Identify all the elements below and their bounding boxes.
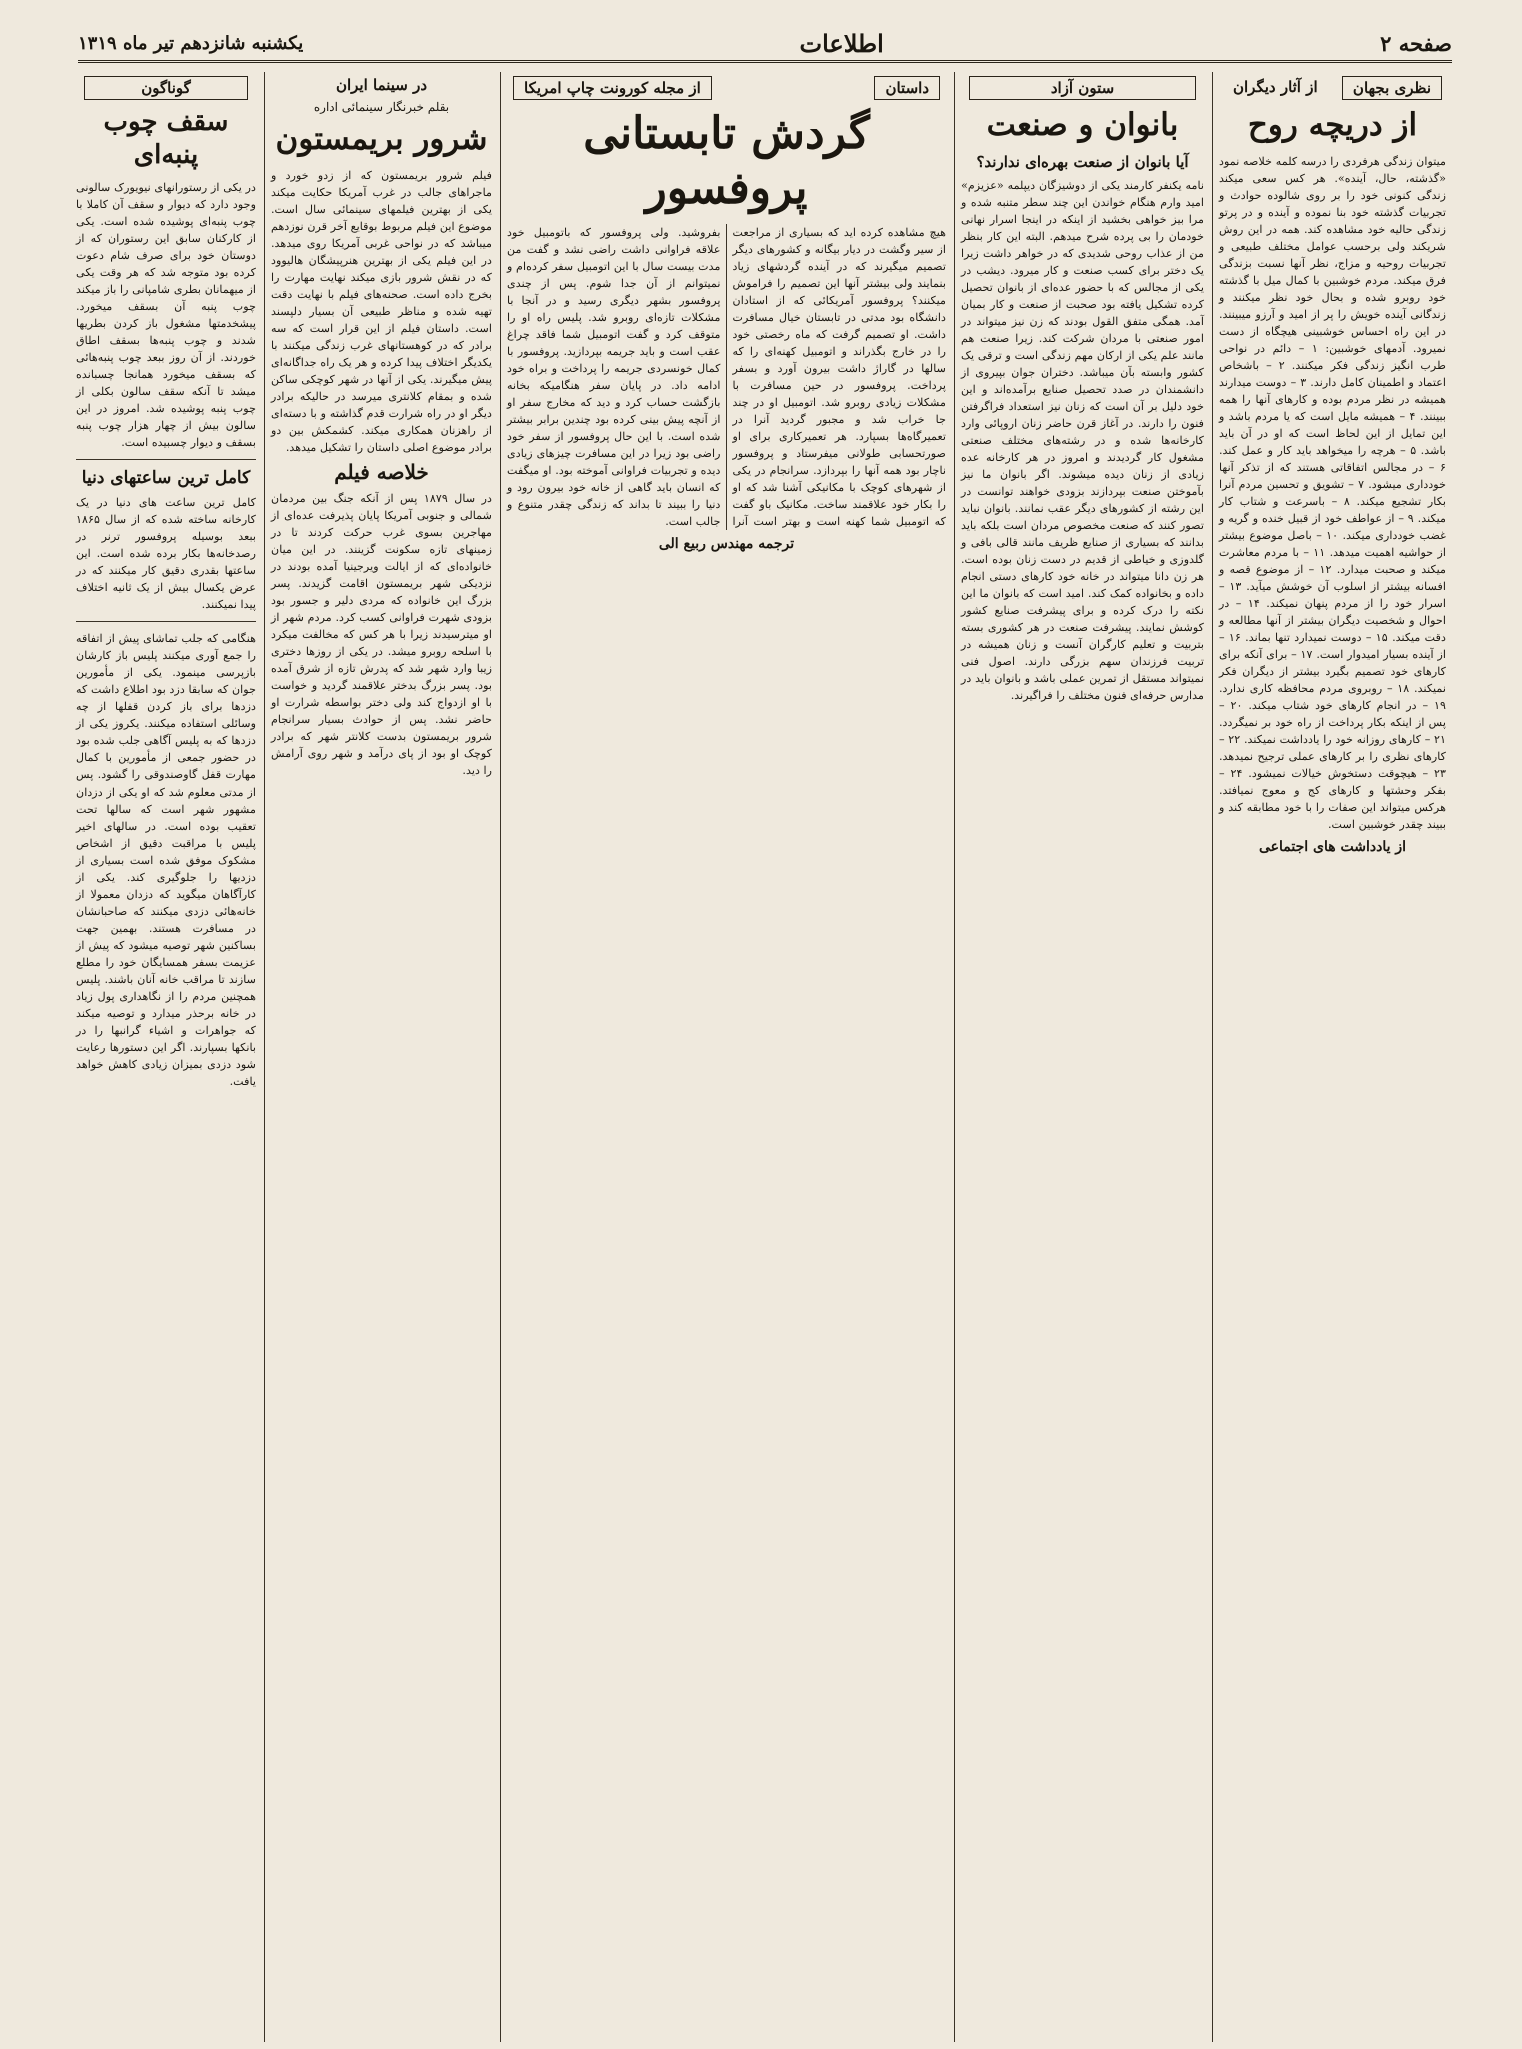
- police-story-body: هنگامی که جلب تماشای پیش از اتفاقه را جمع آوری میکنند پلیس باز کارشان بازپرسی مینمود. یکی از مأمورین جوان که سابقا دزد بود اطلاع داشت که دزدها برای باز کردن قفلها از چه وسائلی استفاده میکنند. یکروز یکی از دزدها که به پلیس آگاهی جلب شده بود در حضور جمعی از مأمورین با کمال مهارت قفل گاوصندوقی را گشود. پس از مدتی معلوم شد که او یکی از دزدان مشهور شهر است که سالها تحت تعقیب بوده است. در سالهای اخیر پلیس با مراقبت دقیق از اشخاص مشکوک موفق شده است بسیاری از دزدیها را جلوگیری کند. یکی از کارآگاهان میگوید که دزدان معمولا از خانه‌هائی دزدی میکنند که صاحبانشان در مسافرت هستند. بهمین جهت بساکنین شهر توصیه میشود که پیش از عزیمت بسفر همسایگان خود را مطلع سازند تا مراقب خانه آنان باشند. پلیس همچنین مردم را از نگاهداری پول زیاد در خانه برحذر میدارد و توصیه میکند که جواهرات و اشیاء گرانبها را در بانکها بسپارند. اگر این دستورها رعایت شود دزدی بمیزان زیادی کاهش خواهد یافت.: [76, 632, 256, 1088]
- divider: [76, 459, 256, 460]
- divider: [76, 621, 256, 622]
- masthead: [78, 26, 1452, 63]
- article-headline: گردش تابستانی پروفسور: [583, 108, 870, 214]
- section-label: ستون آزاد: [969, 76, 1196, 100]
- article-headline: شرور بریمستون: [275, 121, 488, 157]
- paper-name: اطلاعات: [799, 28, 884, 58]
- section-label: گوناگون: [84, 76, 248, 100]
- clocks-body: کامل ترین ساعت های دنیا در یک کارخانه ساخته شده که از سال ۱۸۶۵ ببعد بوسیله پروفسور ترنر در رصدخانه‌ها بکار برده شده است. این ساعتها بقدری دقیق کار میکنند که در عرض یکسال بیش از یک ثانیه اختلاف پیدا نمیکنند.: [76, 496, 256, 612]
- section-label: در سینما ایران: [335, 76, 428, 94]
- article-body: نامه یکنفر کارمند یکی از دوشیزگان دیپلمه «عزیزم» امید وارم هنگام خواندن این چند سطر متنبه شده و مرا بیز خواهی بخشید از اینکه در اینجا اسرار نهانی خودمان را بی پرده شرح میدهم. البته این کار بنظر من از عذاب روحی شدیدی که در خواهر داشت زیرا یک دختر برای کسب صنعت و کار میرود. دیشب در یکی از مجالس که با حضور عده‌ای از بانوان تحصیل کرده تشکیل یافته بود صحبت از صنعت و کار بمیان آمد. همگی متفق القول بودند که زن نیز میتواند در امور صنعتی با مردان شرکت کند. زیرا صنعت هم مانند علم یکی از ارکان مهم زندگی است و ترقی یک کشور وابسته بآن میباشد. دختران جوان بپیروی از دانشمندان در صدد تحصیل صنایع برآمده‌اند و این خود دلیل بر آن است که زنان نیز استعداد فراگرفتن فنون را دارند. در آغاز قرن حاضر زنان اروپائی وارد کارخانه‌ها شده و در رشته‌های مختلف صنعتی مشغول کار گردیدند و امروز در هر کارخانه عده زیادی از زنان دیده میشوند. اگر بانوان ما نیز بآموختن صنعت بپردازند بزودی خواهند توانست در این رشته از کشورهای دیگر عقب نمانند. بانوان نباید تصور کنند که صنعت مخصوص مردان است بلکه باید بدانند که بسیاری از صنایع ظریف مانند قالی بافی و گلدوزی و خیاطی از قدیم در دست زنان بوده است. هر زن دانا میتواند در خانه خود کارهای دستی انجام داده و بخانواده کمک کند. امید است که بانوان ما این نکته را درک کرده و برای پیشرفت صنایع کشور کوشش نمایند. پیشرفت صنعت در هر کشوری بسته بتربیت و تعلیم کارگران آنست و زنان همیشه در تربیت فرزندان سهم بزرگی دارند. اصول فنی نمیتواند مستقل از تمرین عملی باشد و بانوان باید در مدارس حرفه‌ای فنون مختلف را فراگیرند.: [961, 178, 1204, 703]
- column-women-and-industry: [954, 72, 1210, 2042]
- article-credit: ترجمه مهندس ربیع الی: [658, 536, 795, 553]
- article-body: هیچ مشاهده کرده اید که بسیاری از مراجعت از سیر وگشت در دیار بیگانه و کشورهای دیگر تصمیم میگیرند که در آینده گردشهای زیاد بنمایند ولی بیشتر آنها این تصمیم را فراموش میکنند؟ پروفسور آمریکائی که از استادان دانشگاه بود مدتی در تابستان خیال مسافرت داشت. او تصمیم گرفت که ماه رخصتی خود را در خارج بگذراند و اتومبیل کهنه‌ای را که سالها در گاراژ داشت بیرون آورد و بسفر پرداخت. پروفسور در حین مسافرت با مشکلات زیادی روبرو شد. اتومبیل او در چند جا خراب شد و مجبور گردید آنرا در تعمیرگاه‌ها بسپارد. هر تعمیرکاری برای او صورتحسابی طولانی میفرستاد و پروفسور ناچار بود همه آنها را بپردازد. سرانجام در یکی از شهرهای کوچک با مکانیکی آشنا شد که او را بکار خود علاقمند ساخت. مکانیک باو گفت که اتومبیل شما کهنه است و بهتر است آنرا بفروشید. ولی پروفسور که باتومبیل خود علاقه فراوانی داشت راضی نشد و گفت من مدت بیست سال با این اتومبیل سفر کرده‌ام و نمیتوانم از آن جدا شوم. پس از چندی پروفسور بشهر دیگری رسید و در آنجا با مشکلات تازه‌ای روبرو شد. پلیس راه او را متوقف کرد و گفت اتومبیل شما فاقد چراغ عقب است و باید جریمه بپردازید. پروفسور با کمال خونسردی جریمه را پرداخت و براه خود ادامه داد. در پایان سفر هنگامیکه بخانه بازگشت حساب کرد و دید که مخارج سفر او از آنچه پیش بینی کرده بود چندین برابر بیشتر شده است. با این حال پروفسور از سفر خود راضی بود زیرا در این مسافرت چیزهای زیادی دیده و تجربیات فراوانی آموخته بود. او میگفت که انسان باید گاهی از خانه خود بیرون رود و دنیا را ببیند تا بداند که زندگی چقدر متنوع و جالب است.: [507, 226, 946, 529]
- page-number: صفحه ۲: [1380, 30, 1452, 56]
- article-headline: سقف چوب پنبه‌ای: [103, 107, 229, 170]
- article-credit: از یادداشت های اجتماعی: [1258, 839, 1407, 856]
- column-from-window-of-soul: [1212, 72, 1452, 2042]
- article-headline: از دریچه روح: [1247, 107, 1418, 143]
- article-headline: بانوان و صنعت: [986, 107, 1179, 143]
- section-source: از آثار دیگران: [1233, 78, 1318, 96]
- clocks-headline: کامل ترین ساعتهای دنیا: [81, 468, 251, 489]
- issue-date: یکشنبه شانزدهم تیر ماه ۱۳۱۹: [78, 32, 304, 54]
- section-label: نظری بجهان: [1342, 76, 1442, 100]
- section-label: داستان: [874, 76, 940, 100]
- article-body: فیلم شرور بریمستون که از زدو خورد و ماجراهای جالب در غرب آمریکا حکایت میکند یکی از بهترین فیلمهای سینمائی سال است. موضوع این فیلم مربوط بوقایع آخر قرن نوزدهم میباشد که در نواحی غربی آمریکا روی میدهد. در این فیلم یکی از بهترین هنرپیشگان هالیوود که در نقش شرور بازی میکند نهایت مهارت را بخرج داده است. صحنه‌های فیلم با نهایت دقت تهیه شده و مناظر طبیعی آن بسیار دلپسند است. داستان فیلم از این قرار است که سه برادر که در کوهستانهای غرب زندگی میکنند با یکدیگر اختلاف پیدا کرده و هر یک راه جداگانه‌ای پیش میگیرند. یکی از آنها در شهر کوچکی ساکن شده و بمقام کلانتری میرسد در حالیکه برادر دیگر او در راه شرارت قدم گذاشته و با دسته‌ای از راهزنان همکاری میکند. کشمکش بین دو برادر موضوع اصلی داستان را تشکیل میدهد.: [271, 168, 492, 454]
- article-body: در یکی از رستورانهای نیویورک سالونی وجود دارد که دیوار و سقف آن کاملا با چوب پنبه‌ای پوشیده شده است. یکی از کارکنان سابق این رستوران که از دوستان خود برای صرف شام دعوت کرده بود متوجه شد که هر وقت یکی از میهمانان بطری شامپانی را باز میکند چوب پنبه آن بسقف میخورد. پیشخدمتها مشغول باز کردن بطریها شدند و چوب پنبه‌ها بسقف اطاق خوردند. از آن روز ببعد چوب پنبه‌هائی که بسقف میخورد همانجا چسبانده میشد تا آنکه سقف سالون بکلی از چوب پنبه پوشیده شد. امروز در این سالون بیش از چهار هزار چوب پنبه بسقف و دیوار چسبیده است.: [76, 181, 256, 450]
- article-subheadline: آیا بانوان از صنعت بهره‌ای ندارند؟: [976, 152, 1189, 171]
- film-summary-heading: خلاصه فیلم: [334, 460, 429, 485]
- section-byline: بقلم خبرنگار سینمائی اداره: [313, 100, 450, 114]
- article-body: میتوان زندگی هرفردی را درسه کلمه خلاصه نمود «گذشته، حال، آینده». هر کس سعی میکند زندگی کنونی خود را بر روی شالوده حوادث و تجربیات گذشته خود بنا نموده و آینده و در پرتو زندگی حالیه خود مشاهده کند. همه در این روش شریکند ولی برحسب عوامل مختلف طبیعی و تجربیات روحیه و مزاج، نظر آنها نسبت بزندگی فرق میکند. مردم خوشبین با کمال میل با گذشته خود روبرو شده و بحال خود نظر میکنند و زندگانی آینده خویش را پر از امید و آرزو میبینند. در این راه احساس خوشبینی هیچگاه از دست نمیرود. آدمهای خوشبین: ۱ – دائم در نواحی طرب انگیز زندگی فکر میکنند. ۲ – باشخاص اعتماد و اطمینان کامل دارند. ۳ – دوست میدارند همیشه در نظر مردم بوده و کارهای آنها را همه ببینند. ۴ – همیشه مایل است که یا مردم باشد و این تمایل از این لحاظ است که او در آن باید باشد. ۵ – هرچه را میخواهد باید کار و عمل کند. ۶ – در مجالس اتفاقاتی هستند که از تذکر آنها خودداری میشود. ۷ – تشویق و تحسین مردم آنرا بکار تشجیع میکند. ۸ – باسرعت و شتاب کار میکند. ۹ – از عواطف خود از قبیل خنده و گریه و غضب خودداری میکند. ۱۰ – باصل موضوع بیشتر از حواشیه اهمیت میدهد. ۱۱ – با مردم معاشرت میکند و صحبت میدارد. ۱۲ – از موضوع قصه و افسانه بیشتر از اسلوب آن خوشش میآید. ۱۳ – اسرار خود را از مردم پنهان نمیکند. ۱۴ – در احوال و شخصیت دیگران بیشتر از آنها مطالعه و دقت میکند. ۱۵ – دوست نمیدارد تنها بماند. ۱۶ – از آینده بسیار امیدوار است. ۱۷ – برای آنکه برای کارهای خود تصمیم بگیرد بیشتر از دیگران فکر نمیکند. ۱۸ – روبروی مردم محافظه کاری ندارد. ۱۹ – در انجام کارهای خود شتاب میکند. ۲۰ – پس از اینکه بکار پرداخت از راه خود بر نمیگردد. ۲۱ – کارهای روزانه خود را یادداشت نمیکند. ۲۲ – کارهای نظری را بر کارهای عملی ترجیح نمیدهد. ۲۳ – هیچوقت دستخوش خیالات نمیشود. ۲۴ – بفکر وحشتها و کارهای کج و معوج نمیافتد. هرکس میتواند این صفات را با خود مطابقه کند و ببیند چقدر خوشبین است.: [1219, 154, 1447, 832]
- film-summary-body: در سال ۱۸۷۹ پس از آنکه جنگ بین مردمان شمالی و جنوبی آمریکا پایان پذیرفت عده‌ای از مهاجرین بسوی غرب حرکت کردند تا در زمینهای تازه سکونت گزینند. در این میان خانواده‌ای که از ایالت ویرجینیا آمده بودند در نزدیکی شهر بریمستون اقامت گزیدند. پسر بزرگ این خانواده که مردی دلیر و جسور بود بزودی شهرت فراوانی کسب کرد. مردم شهر از او میترسیدند زیرا با هر کس که مخالفت میکرد با اسلحه روبرو میشد. در یکی از روزها دختری زیبا وارد شهر شد که پدرش تازه از شرق آمده بود. پسر بزرگ بدختر علاقمند گردید و خواست با او ازدواج کند ولی دختر بواسطه شرارت او حاضر نشد. پس از حوادث بسیار سرانجام شرور بریمستون بدست کلانتر شهر که برادر کوچک او بود از پای درآمد و شهر روی آرامش را دید.: [271, 492, 492, 778]
- column-miscellaneous: [70, 72, 262, 2042]
- section-source: از مجله کورونت چاپ امریکا: [513, 76, 712, 100]
- column-professor-story: [500, 72, 952, 2042]
- column-cinema-iran: [264, 72, 498, 2042]
